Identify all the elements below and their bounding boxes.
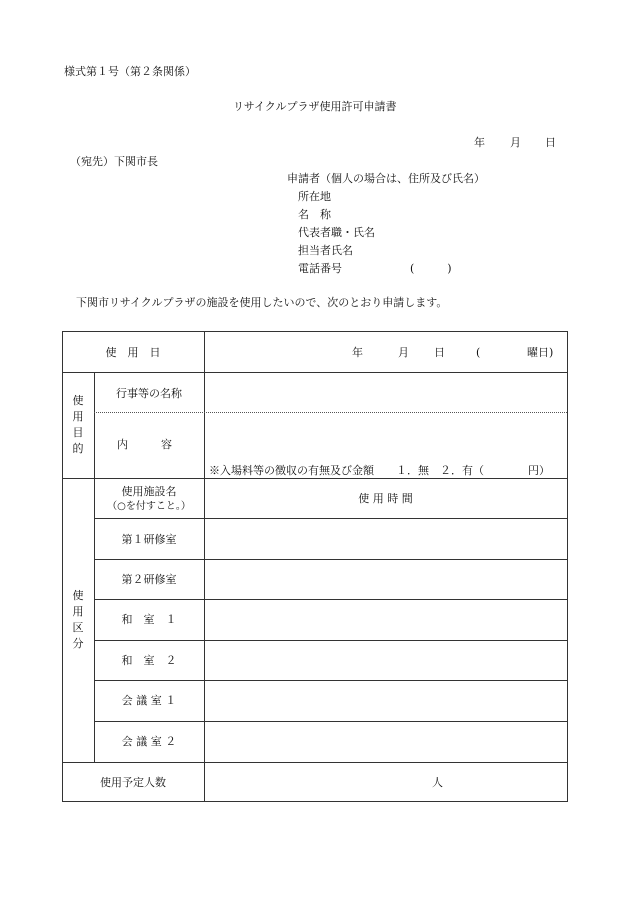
applicant-name-label: 名 称 bbox=[298, 208, 331, 221]
applicant-phone-label: 電話番号 bbox=[298, 262, 342, 275]
applicant-header: 申請者（個人の場合は、住所及び氏名） bbox=[287, 172, 485, 185]
room-label-4: 和 室 ２ bbox=[121, 654, 177, 667]
date-day-label: 日 bbox=[545, 136, 556, 149]
applicant-contact-label: 担当者氏名 bbox=[298, 244, 353, 257]
applicant-representative-label: 代表者職・氏名 bbox=[298, 226, 375, 239]
row-line-3 bbox=[94, 518, 568, 519]
row-line-7 bbox=[94, 680, 568, 681]
addressee: （宛先）下関市長 bbox=[70, 155, 158, 168]
table-border-bottom bbox=[62, 801, 568, 802]
applicant-address-label: 所在地 bbox=[298, 190, 331, 203]
use-date-day: 日 bbox=[434, 346, 445, 359]
applicant-phone-paren: ( ) bbox=[410, 262, 452, 275]
facility-header: 使用施設名 bbox=[121, 485, 177, 498]
form-number: 様式第１号（第２条関係） bbox=[64, 65, 196, 78]
table-border-top bbox=[62, 331, 568, 332]
event-name-input-area[interactable] bbox=[205, 373, 567, 412]
table-border-left bbox=[62, 331, 63, 802]
room-label-6: 会 議 室 ２ bbox=[121, 735, 177, 748]
intro-sentence: 下関市リサイクルプラザの施設を使用したいので、次のとおり申請します。 bbox=[76, 296, 448, 309]
fee-note: ※入場料等の徴収の有無及び金額 １．無 ２．有（ 円） bbox=[209, 464, 550, 477]
form-title: リサイクルプラザ使用許可申請書 bbox=[233, 100, 397, 113]
row-line-4 bbox=[94, 559, 568, 560]
row-line-2 bbox=[62, 478, 568, 479]
row-line-8 bbox=[94, 721, 568, 722]
category-group-label: 使 用 区 分 bbox=[72, 589, 84, 650]
room-label-2: 第２研修室 bbox=[121, 573, 177, 586]
content-input-area[interactable] bbox=[205, 413, 567, 461]
purpose-group-label: 使 用 目 的 bbox=[72, 394, 84, 455]
room-label-3: 和 室 １ bbox=[121, 613, 177, 626]
table-border-right bbox=[567, 331, 568, 802]
use-date-month: 月 bbox=[398, 346, 409, 359]
use-date-weekday: 曜日) bbox=[527, 346, 554, 359]
use-date-year: 年 bbox=[352, 346, 363, 359]
facility-subheader: （○を付すこと。） bbox=[107, 501, 191, 512]
row-line-6 bbox=[94, 640, 568, 641]
time-header: 使 用 時 間 bbox=[358, 492, 413, 505]
expected-count-input-area[interactable] bbox=[205, 763, 567, 801]
use-date-label: 使 用 日 bbox=[105, 346, 161, 359]
event-name-label: 行事等の名称 bbox=[116, 387, 182, 400]
room-label-5: 会 議 室 １ bbox=[121, 694, 177, 707]
room-label-1: 第１研修室 bbox=[121, 533, 177, 546]
expected-count-label: 使用予定人数 bbox=[100, 776, 166, 789]
date-year-label: 年 bbox=[474, 136, 485, 149]
count-unit: 人 bbox=[432, 776, 443, 789]
date-month-label: 月 bbox=[510, 136, 521, 149]
content-label: 内 容 bbox=[117, 438, 172, 451]
row-line-5 bbox=[94, 599, 568, 600]
use-date-weekday-open: ( bbox=[476, 346, 481, 359]
